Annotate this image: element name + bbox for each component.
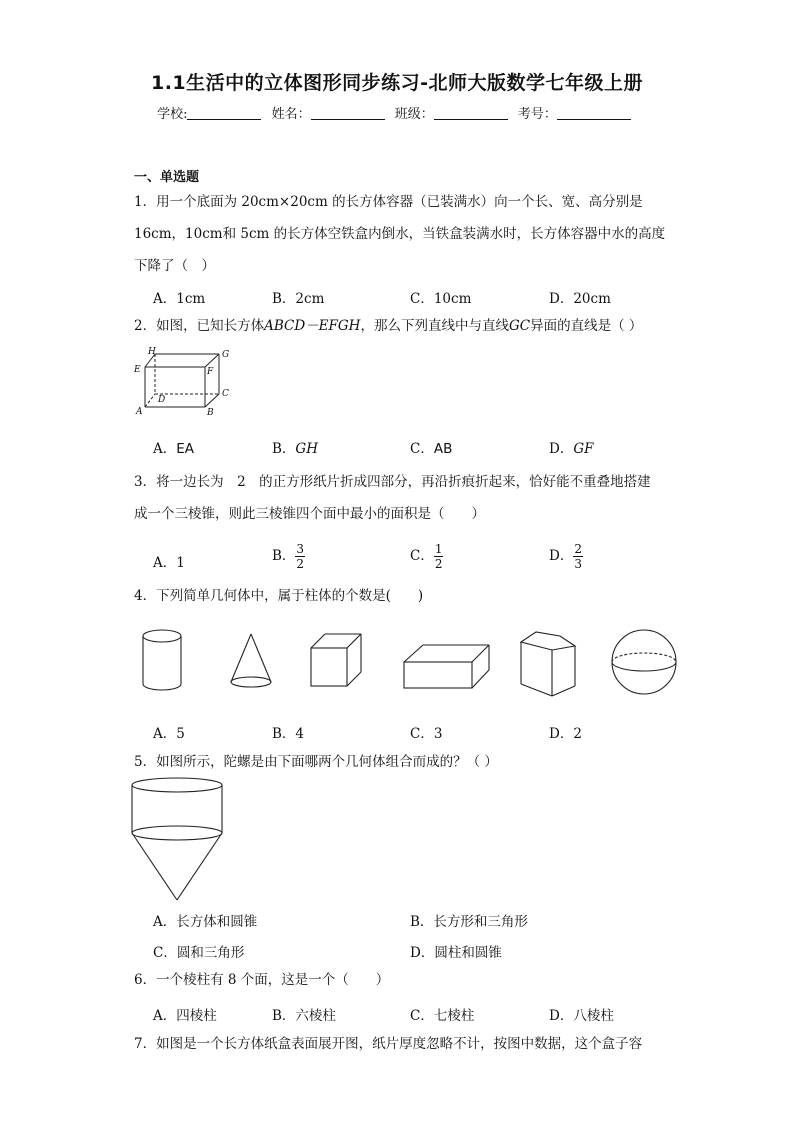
question-4: 4．下列简单几何体中，属于柱体的个数是( ) [134, 588, 424, 604]
q3-option-b[interactable]: B． $\frac{3}{2}$ [272, 542, 305, 571]
cuboid-icon [404, 645, 489, 688]
cylinder-icon [143, 630, 181, 690]
class-label: 班级： [394, 107, 434, 122]
q6-option-c[interactable]: C．七棱柱 [410, 1008, 475, 1024]
number-label: 考号： [517, 107, 557, 122]
solids-row-figure [120, 620, 700, 700]
label-g: G [222, 350, 230, 360]
spinning-top-figure [128, 776, 232, 904]
student-info-row [0, 103, 794, 122]
q1-option-a[interactable]: A．1cm [153, 291, 206, 307]
q1-line-1: 1．用一个底面为 20cm×20cm 的长方体容器（已装满水）向一个长、宽、高分别是 [134, 194, 643, 210]
q1-option-b[interactable]: B．2cm [272, 291, 325, 307]
q5-option-a[interactable]: A．长方体和圆锥 [153, 914, 258, 930]
q1-option-d[interactable]: D．20cm [549, 291, 611, 307]
label-f: F [207, 367, 214, 377]
q1-line-3: 下降了（ ） [134, 258, 215, 274]
name-blank[interactable] [311, 107, 385, 120]
page-title: 1.1生活中的立体图形同步练习-北师大版数学七年级上册 [150, 72, 644, 94]
q2-solid-name: ABCD－EFGH [264, 318, 361, 334]
q5-option-b[interactable]: B．长方形和三角形 [410, 914, 528, 930]
q2-text-mid: ，那么下列直线中与直线 [360, 318, 509, 334]
q2-option-c[interactable]: C．AB [410, 441, 453, 457]
label-b: B [207, 408, 214, 416]
pentagonal-prism-icon [521, 632, 575, 696]
q4-option-d[interactable]: D．2 [549, 726, 582, 742]
q6-option-a[interactable]: A．四棱柱 [153, 1008, 217, 1024]
section-heading: 一、单选题 [134, 170, 200, 185]
fraction: $\frac{2}{3}$ [574, 542, 582, 571]
class-blank[interactable] [434, 107, 508, 120]
q2-text-post: 异面的直线是（ ） [530, 318, 643, 334]
number-blank[interactable] [557, 107, 631, 120]
q3-option-d[interactable]: D． $\frac{2}{3}$ [549, 542, 582, 571]
fraction: $\frac{3}{2}$ [296, 542, 305, 571]
label-d: D [158, 395, 166, 405]
q4-option-b[interactable]: B．4 [272, 726, 305, 742]
question-1 [134, 186, 674, 282]
q6-option-d[interactable]: D．八棱柱 [549, 1008, 614, 1024]
cube-icon [311, 634, 361, 686]
q2-option-d[interactable]: D．GF [549, 441, 594, 457]
q3-option-c[interactable]: C． $\frac{1}{2}$ [410, 542, 443, 571]
q3-line-2: 成一个三棱锥，则此三棱锥四个面中最小的面积是（ ） [134, 506, 485, 522]
q1-option-c[interactable]: C．10cm [410, 291, 472, 307]
q5-option-d[interactable]: D．圆柱和圆锥 [410, 945, 502, 961]
question-2 [134, 310, 674, 342]
name-label: 姓名： [271, 107, 311, 122]
question-3 [134, 466, 674, 530]
label-a: A [136, 407, 143, 416]
cuboid-figure [132, 344, 232, 416]
cone-icon [231, 634, 271, 687]
question-6: 6．一个棱柱有 8 个面，这是一个（ ） [134, 972, 390, 988]
label-h: H [148, 347, 156, 357]
school-blank[interactable] [187, 107, 261, 120]
label-e: E [134, 365, 141, 375]
q4-option-a[interactable]: A．5 [153, 726, 185, 742]
sphere-icon [612, 630, 676, 694]
q2-option-b[interactable]: B．GH [272, 441, 318, 457]
q3-line-1: 3．将一边长为 2 的正方形纸片折成四部分，再沿折痕折起来，恰好能不重叠地搭建 [134, 474, 651, 490]
q4-option-c[interactable]: C．3 [410, 726, 443, 742]
q1-line-2: 16cm，10cm和 5cm 的长方体空铁盒内倒水，当铁盒装满水时，长方体容器中水的高度 [134, 226, 666, 242]
question-7: 7．如图是一个长方体纸盒表面展开图，纸片厚度忽略不计，按图中数据，这个盒子容 [134, 1036, 643, 1052]
q5-option-c[interactable]: C．圆和三角形 [153, 945, 245, 961]
q2-option-a[interactable]: A．EA [153, 441, 195, 457]
question-5: 5．如图所示，陀螺是由下面哪两个几何体组合而成的？（ ） [134, 754, 498, 770]
fraction: $\frac{1}{2}$ [434, 542, 443, 571]
q3-option-a[interactable]: A．1 [153, 555, 185, 571]
label-c: C [222, 389, 229, 399]
q2-text-pre: 2．如图，已知长方体 [134, 318, 265, 334]
q2-line-name: GC [508, 318, 531, 334]
q6-option-b[interactable]: B．六棱柱 [272, 1008, 336, 1024]
school-label: 学校: [157, 107, 188, 122]
